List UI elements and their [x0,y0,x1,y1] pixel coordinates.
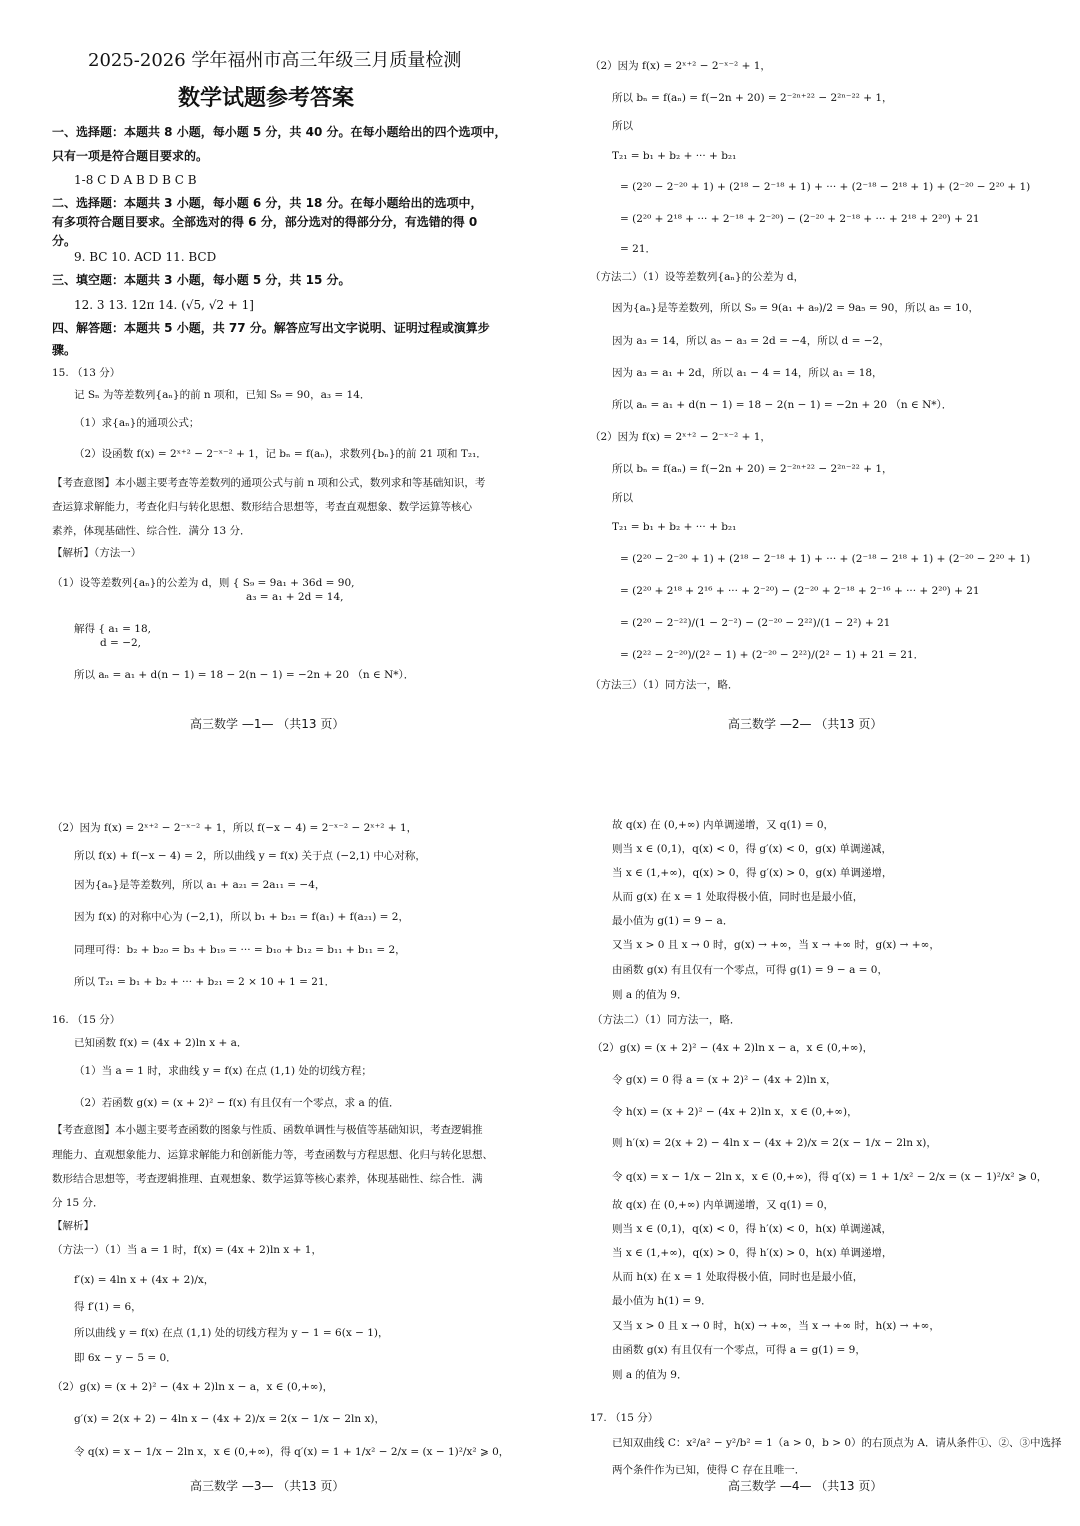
page-footer: 高三数学 —1— （共13 页） [190,717,345,731]
text-line: 因为{aₙ}是等差数列，所以 a₁ + a₂₁ = 2a₁₁ = −4， [74,879,326,891]
text-line: 所以 bₙ = f(aₙ) = f(−2n + 20) = 2⁻²ⁿ⁺²² − 2²ⁿ⁻²² + 1， [612,92,893,104]
text-line: d = −2, [100,637,142,649]
text-line: 从而 g(x) 在 x = 1 处取得极小值，同时也是最小值， [612,891,864,903]
text-line: 9. BC 10. ACD 11. BCD [74,250,217,264]
text-line: 最小值为 g(1) = 9 − a． [612,915,734,927]
text-line: 又当 x > 0 且 x → 0 时，h(x) → +∞，当 x → +∞ 时，h(x) → +∞， [612,1320,940,1332]
text-line: 【考查意图】本小题主要考查函数的图象与性质、函数单调性与极值等基础知识，考查逻辑推 [52,1124,483,1136]
text-line: 因为{aₙ}是等差数列，所以 S₉ = 9(a₁ + a₉)/2 = 9a₅ = 90，所以 a₅ = 10， [612,302,979,314]
text-line: 只有一项是符合题目要求的。 [52,149,209,163]
answer-page-3 [22,810,542,1510]
text-line: （2）设函数 f(x) = 2ˣ⁺² − 2⁻ˣ⁻² + 1，记 bₙ = f(aₙ)，求数列{bₙ}的前 21 项和 T₂₁． [74,448,487,460]
text-line: （方法二）（1）同方法一，略． [592,1014,741,1026]
exam-title: 2025-2026 学年福州市高三年级三月质量检测 [88,50,462,71]
text-line: = (2²⁰ − 2⁻²⁰ + 1) + (2¹⁸ − 2⁻¹⁸ + 1) + ··· + (2⁻¹⁸ − 2¹⁸ + 1) + (2⁻²⁰ − 2²⁰ + 1) [620,553,1031,565]
text-line: = (2²² − 2⁻²⁰)/(2² − 1) + (2⁻²⁰ − 2²²)/(2² − 1) + 21 = 21． [620,649,925,661]
text-line: （方法一）（1）当 a = 1 时，f(x) = (4x + 2)ln x + 1， [52,1244,322,1256]
text-line: 所以 bₙ = f(aₙ) = f(−2n + 20) = 2⁻²ⁿ⁺²² − 2²ⁿ⁻²² + 1， [612,463,893,475]
text-line: 令 q(x) = x − 1/x − 2ln x，x ∈ (0,+∞)，得 q′(x) = 1 + 1/x² − 2/x = (x − 1)²/x² ⩾ 0， [612,1171,1048,1183]
text-line: 由函数 g(x) 有且仅有一个零点，可得 g(1) = 9 − a = 0， [612,964,888,976]
text-line: （1）求{aₙ}的通项公式； [74,417,200,429]
answer-page-2 [580,46,1080,746]
text-line: 令 q(x) = x − 1/x − 2ln x，x ∈ (0,+∞)，得 q′(x) = 1 + 1/x² − 2/x = (x − 1)²/x² ⩾ 0， [74,1446,510,1458]
text-line: 16. （15 分） [52,1014,121,1026]
text-line: （1）当 a = 1 时，求曲线 y = f(x) 在点 (1,1) 处的切线方程； [74,1065,372,1077]
answer-page-4 [580,810,1080,1510]
text-line: 理能力、直观想象能力、运算求解能力和创新能力等，考查函数与方程思想、化归与转化思想、 [52,1149,493,1161]
text-line: 查运算求解能力，考查化归与转化思想、数形结合思想等，考查直观想象、数学运算等核心 [52,501,472,513]
text-line: 当 x ∈ (1,+∞)，q(x) > 0，得 h′(x) > 0，h(x) 单调递增， [612,1247,893,1259]
text-line: 故 q(x) 在 (0,+∞) 内单调递增，又 q(1) = 0， [612,1199,835,1211]
text-line: T₂₁ = b₁ + b₂ + ··· + b₂₁ [612,150,737,162]
text-line: 当 x ∈ (1,+∞)，q(x) > 0，得 g′(x) > 0，g(x) 单调递增， [612,867,893,879]
text-line: 所以曲线 y = f(x) 在点 (1,1) 处的切线方程为 y − 1 = 6(x − 1)， [74,1327,389,1339]
text-line: 所以 [612,120,633,132]
text-line: f′(x) = 4ln x + (4x + 2)/x， [74,1274,215,1286]
text-line: 两个条件作为已知，使得 C 存在且唯一． [612,1464,806,1476]
text-line: 12. 3 13. 12π 14. (√5, √2 + 1] [74,298,254,312]
text-line: （方法二）（1）设等差数列{aₙ}的公差为 d， [590,271,805,283]
text-line: 一、选择题：本题共 8 小题，每小题 5 分，共 40 分。在每小题给出的四个选项中， [52,125,507,139]
text-line: 最小值为 h(1) = 9． [612,1295,712,1307]
text-line: 又当 x > 0 且 x → 0 时，g(x) → +∞，当 x → +∞ 时，g(x) → +∞， [612,939,940,951]
text-line: 15. （13 分） [52,367,121,379]
page-footer: 高三数学 —4— （共13 页） [728,1479,883,1493]
text-line: 记 Sₙ 为等差数列{aₙ}的前 n 项和，已知 S₉ = 90，a₃ = 14． [74,389,371,401]
text-line: T₂₁ = b₁ + b₂ + ··· + b₂₁ [612,521,737,533]
text-line: 三、填空题：本题共 3 小题，每小题 5 分，共 15 分。 [52,273,351,287]
text-line: （2）因为 f(x) = 2ˣ⁺² − 2⁻ˣ⁻² + 1，所以 f(−x − 4) = 2⁻ˣ⁻² − 2ˣ⁺² + 1， [52,822,418,834]
text-line: = (2²⁰ − 2⁻²⁰ + 1) + (2¹⁸ − 2⁻¹⁸ + 1) + ··· + (2⁻¹⁸ − 2¹⁸ + 1) + (2⁻²⁰ − 2²⁰ + 1) [620,181,1031,193]
text-line: a₃ = a₁ + 2d = 14, [246,591,344,603]
text-line: = 21． [620,243,656,255]
text-line: 【解析】 [52,1220,94,1232]
text-line: 则 h′(x) = 2(x + 2) − 4ln x − (4x + 2)/x = 2(x − 1/x − 2ln x)， [612,1137,937,1149]
text-line: 令 g(x) = 0 得 a = (x + 2)² − (4x + 2)ln x， [612,1074,837,1086]
text-line: = (2²⁰ − 2⁻²²)/(1 − 2⁻²) − (2⁻²⁰ − 2²²)/(1 − 2²) + 21 [620,617,891,629]
text-line: = (2²⁰ + 2¹⁸ + 2¹⁶ + ··· + 2⁻²⁰) − (2⁻²⁰ + 2⁻¹⁸ + 2⁻¹⁶ + ··· + 2²⁰) + 21 [620,585,980,597]
text-line: 二、选择题：本题共 3 小题，每小题 6 分，共 18 分。在每小题给出的选项中， [52,196,483,210]
text-line: 已知双曲线 C：x²/a² − y²/b² = 1（a > 0，b > 0）的右顶点为 A．请从条件①、②、③中选择 [612,1437,1062,1449]
text-line: （2）若函数 g(x) = (x + 2)² − f(x) 有且仅有一个零点，求 a 的值． [74,1097,400,1109]
text-line: 所以 f(x) + f(−x − 4) = 2，所以曲线 y = f(x) 关于点 (−2,1) 中心对称， [74,850,426,862]
text-line: 【考查意图】本小题主要考查等差数列的通项公式与前 n 项和公式，数列求和等基础知识，考 [52,477,486,489]
text-line: （方法三）（1）同方法一，略． [590,679,739,691]
text-line: 令 h(x) = (x + 2)² − (4x + 2)ln x，x ∈ (0,+∞)， [612,1106,858,1118]
text-line: 所以 [612,492,633,504]
text-line: 因为 f(x) 的对称中心为 (−2,1)，所以 b₁ + b₂₁ = f(a₁) + f(a₂₁) = 2， [74,911,409,923]
answer-key-title: 数学试题参考答案 [178,86,355,111]
text-line: = (2²⁰ + 2¹⁸ + ··· + 2⁻¹⁸ + 2⁻²⁰) − (2⁻²⁰ + 2⁻¹⁸ + ··· + 2¹⁸ + 2²⁰) + 21 [620,213,980,225]
text-line: 分 15 分． [52,1197,104,1209]
text-line: 由函数 g(x) 有且仅有一个零点，可得 a = g(1) = 9， [612,1344,866,1356]
text-line: 1-8 C D A B D B C B [74,173,197,187]
text-line: 所以 aₙ = a₁ + d(n − 1) = 18 − 2(n − 1) = −2n + 20 （n ∈ N*）． [74,669,415,681]
text-line: 数形结合思想等，考查逻辑推理、直观想象、数学运算等核心素养，体现基础性、综合性．满 [52,1173,483,1185]
text-line: 则当 x ∈ (0,1)，q(x) < 0，得 h′(x) < 0，h(x) 单调递减， [612,1223,893,1235]
answer-page-1 [22,46,542,746]
text-line: 分。 [52,234,77,248]
text-line: 已知函数 f(x) = (4x + 2)ln x + a． [74,1037,248,1049]
page-footer: 高三数学 —2— （共13 页） [728,717,883,731]
text-line: （2）因为 f(x) = 2ˣ⁺² − 2⁻ˣ⁻² + 1， [590,431,771,443]
text-line: 因为 a₃ = 14，所以 a₅ − a₃ = 2d = −4，所以 d = −2， [612,335,890,347]
text-line: 则 a 的值为 9． [612,989,688,1001]
text-line: 则当 x ∈ (0,1)，q(x) < 0，得 g′(x) < 0，g(x) 单调递减， [612,843,892,855]
text-line: 四、解答题：本题共 5 小题，共 77 分。解答应写出文字说明、证明过程或演算步 [52,321,490,335]
text-line: （2）g(x) = (x + 2)² − (4x + 2)ln x − a，x ∈ (0,+∞)， [592,1042,874,1054]
text-line: 同理可得：b₂ + b₂₀ = b₃ + b₁₉ = ··· = b₁₀ + b₁₂ = b₁₁ + b₁₁ = 2， [74,944,406,956]
text-line: g′(x) = 2(x + 2) − 4ln x − (4x + 2)/x = 2(x − 1/x − 2ln x)， [74,1413,385,1425]
text-line: 骤。 [52,343,77,357]
text-line: 【解析】（方法一） [52,547,142,559]
text-line: 解得 { a₁ = 18, [74,623,151,635]
text-line: 从而 h(x) 在 x = 1 处取得极小值，同时也是最小值， [612,1271,864,1283]
text-line: （2）g(x) = (x + 2)² − (4x + 2)ln x − a，x ∈ (0,+∞)， [52,1381,334,1393]
page-footer: 高三数学 —3— （共13 页） [190,1479,345,1493]
text-line: 所以 aₙ = a₁ + d(n − 1) = 18 − 2(n − 1) = −2n + 20 （n ∈ N*）． [612,399,953,411]
text-line: 有多项符合题目要求。全部选对的得 6 分，部分选对的得部分分，有选错的得 0 [52,215,478,229]
text-line: 所以 T₂₁ = b₁ + b₂ + ··· + b₂₁ = 2 × 10 + 1 = 21． [74,976,336,988]
text-line: 故 q(x) 在 (0,+∞) 内单调递增，又 q(1) = 0， [612,819,835,831]
text-line: （2）因为 f(x) = 2ˣ⁺² − 2⁻ˣ⁻² + 1， [590,60,771,72]
text-line: 因为 a₃ = a₁ + 2d，所以 a₁ − 4 = 14，所以 a₁ = 18， [612,367,883,379]
text-line: 则 a 的值为 9． [612,1369,688,1381]
text-line: 17. （15 分） [590,1412,659,1424]
text-line: 即 6x − y − 5 = 0． [74,1352,177,1364]
text-line: （1）设等差数列{aₙ}的公差为 d，则 { S₉ = 9a₁ + 36d = 90, [52,577,355,589]
text-line: 得 f′(1) = 6， [74,1301,142,1313]
text-line: 素养，体现基础性、综合性．满分 13 分． [52,525,251,537]
